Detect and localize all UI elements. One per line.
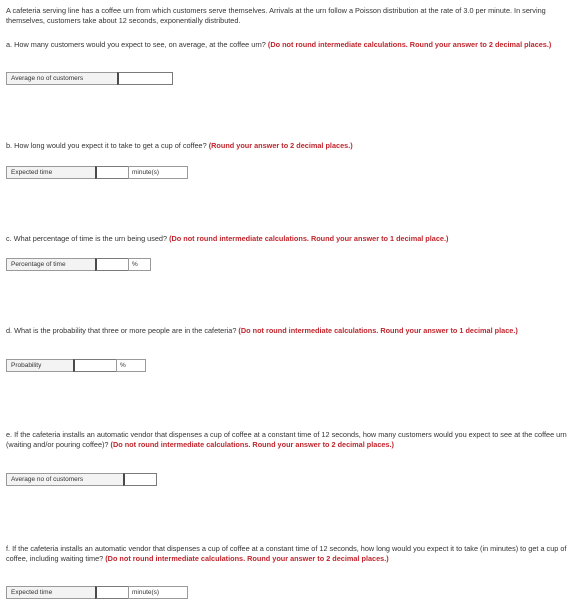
answer-label-d: Probability: [6, 359, 74, 372]
question-e-text: e. If the cafeteria installs an automatic vendor that dispenses a cup of coffee at a constant time of 12 seconds, how many customers would you expect to see at the coffee urn (waiting and/or pouring coffee)?: [6, 430, 567, 449]
question-e: [6, 430, 568, 450]
question-f-text: f. If the cafeteria installs an automatic vendor that dispenses a cup of coffee at a constant time of 12 seconds, how long would you expect it to take (in minutes) to get a cup of coffee, including waiting time?: [6, 544, 567, 563]
answer-input-d[interactable]: [73, 359, 117, 372]
question-b-instruction: (Round your answer to 2 decimal places.): [208, 141, 353, 150]
answer-label-b: Expected time: [6, 166, 96, 179]
answer-label-f: Expected time: [6, 586, 96, 599]
question-d-text: d. What is the probability that three or more people are in the cafeteria?: [6, 326, 237, 335]
question-e-instruction: (Do not round intermediate calculations. Round your answer to 2 decimal places.): [110, 440, 394, 449]
answer-row-d: [6, 359, 146, 372]
answer-label-a: Average no of customers: [6, 72, 118, 85]
question-a-instruction: (Do not round intermediate calculations. Round your answer to 2 decimal places.): [267, 40, 552, 49]
question-a: [6, 40, 568, 50]
question-f: [6, 544, 568, 564]
question-d-instruction: (Do not round intermediate calculations. Round your answer to 1 decimal place.): [238, 326, 518, 335]
question-c-text: c. What percentage of time is the urn being used?: [6, 234, 168, 243]
answer-input-b[interactable]: [95, 166, 129, 179]
answer-row-f: [6, 586, 188, 599]
answer-label-e: Average no of customers: [6, 473, 124, 486]
question-c: [6, 234, 568, 244]
answer-row-c: [6, 258, 151, 271]
answer-unit-b: minute(s): [128, 166, 188, 179]
question-b: [6, 141, 568, 151]
answer-input-a[interactable]: [117, 72, 173, 85]
answer-label-c: Percentage of time: [6, 258, 96, 271]
problem-intro: A cafeteria serving line has a coffee urn from which customers serve themselves. Arrivals at the urn follow a Poisson distribution at the rate of 3.0 per minute. In serving themselves, customers take about 12 seconds, exponentially distributed.: [6, 6, 546, 25]
answer-input-c[interactable]: [95, 258, 129, 271]
answer-unit-d: %: [116, 359, 146, 372]
question-f-instruction: (Do not round intermediate calculations. Round your answer to 2 decimal places.): [105, 554, 389, 563]
answer-row-e: [6, 473, 157, 486]
answer-input-f[interactable]: [95, 586, 129, 599]
answer-unit-c: %: [128, 258, 151, 271]
answer-input-e[interactable]: [123, 473, 157, 486]
question-b-text: b. How long would you expect it to take to get a cup of coffee?: [6, 141, 207, 150]
question-c-instruction: (Do not round intermediate calculations. Round your answer to 1 decimal place.): [169, 234, 449, 243]
answer-unit-f: minute(s): [128, 586, 188, 599]
question-d: [6, 326, 568, 336]
answer-row-b: [6, 166, 188, 179]
answer-row-a: [6, 72, 173, 85]
question-a-text: a. How many customers would you expect to see, on average, at the coffee urn?: [6, 40, 266, 49]
